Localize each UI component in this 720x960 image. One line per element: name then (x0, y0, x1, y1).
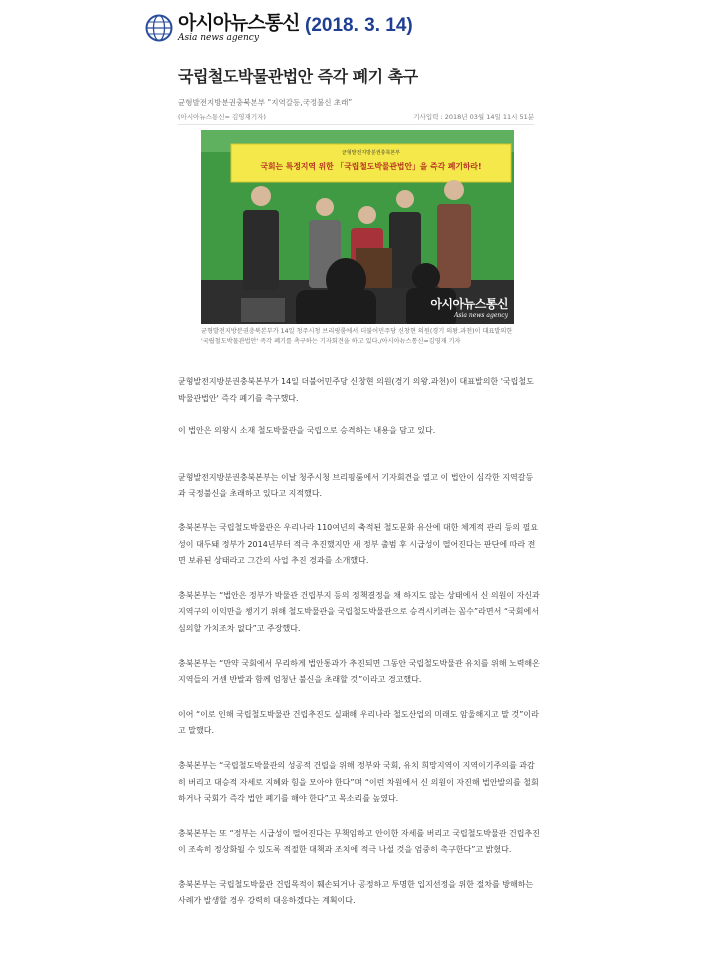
body-paragraph: 충북본부는 국립철도박물관 건립목적이 훼손되거나 공정하고 투명한 입지선정을 위한 절차를 방해하는 사례가 발생할 경우 강력히 대응하겠다는 계획이다. (178, 879, 534, 906)
body-paragraph: 이어 “이로 인해 국립철도박물관 건립추진도 실패해 우리나라 철도산업의 미래도 암울해지고 말 것”이라고 말했다. (178, 709, 539, 736)
banner-title-text: 국회는 특정지역 위한 「국립철도박물관법안」을 즉각 폐기하라! (260, 162, 482, 171)
publish-timestamp: 기사입력 : 2018년 03월 14일 11시 51분 (413, 113, 534, 121)
body-paragraph: 충북본부는 “만약 국회에서 무리하게 법안통과가 추진되면 그동안 국립철도박물관 유치를 위해 노력해온 지역들의 거센 반발과 함께 엄청난 불신을 초래할 것”이라고 경고했다. (178, 658, 540, 685)
photo-watermark (430, 295, 508, 319)
masthead (145, 10, 299, 46)
body-paragraph: 충북본부는 또 “정부는 시급성이 떨어진다는 무책임하고 안이한 자세를 버리고 국립철도박물관 건립추진이 조속히 정상화될 수 있도록 적절한 대책과 조치에 적극 나설 것을 엄중히 촉구한다”고 밝혔다. (178, 828, 540, 855)
brand-name-en: Asia news agency (178, 32, 259, 43)
body-paragraph: 균형발전지방분권충북본부가 14일 더불어민주당 신창현 의원(경기 의왕.과천)이 대표발의한 '국립철도박물관법안' 즉각 폐기를 촉구했다. (178, 377, 534, 403)
body-paragraph: 이 법안은 의왕시 소재 철도박물관을 국립으로 승격하는 내용을 담고 있다. (178, 426, 436, 436)
article-headline: 국립철도박물관법안 즉각 폐기 촉구 (178, 67, 418, 86)
byline-row (178, 112, 534, 125)
photo-caption: 균형발전지방분권충북본부가 14일 청주시청 브리핑룸에서 더불어민주당 신창현 의원(경기 의왕.과천)이 대표발의한 '국립철도박물관법안' 즉각 폐기를 촉구하는 기자회견을 하고 있다./아시아뉴스통신=김영재 기자 (201, 328, 513, 345)
body-paragraph: 충북본부는 “법안은 정부가 박물관 건립부지 등의 정책결정을 채 하지도 않는 상태에서 신 의원이 자신과 지역구의 이익만을 챙기기 위해 철도박물관을 국립철도박물관으로 승격시키려는 꼼수”라면서 “국회에서 심의할 가치조차 없다”고 주장했다. (178, 590, 540, 633)
globe-icon (145, 14, 173, 42)
watermark-brand-ko: 아시아뉴스통신 (430, 297, 508, 311)
watermark-brand-en: Asia news agency (454, 312, 508, 319)
article-body (178, 374, 540, 910)
article-subtitle: 균형발전지방분권충북본부 “지역갈등,국정불신 초래” (178, 98, 353, 107)
body-paragraph: 균형발전지방분권충북본부는 이날 청주시청 브리핑룸에서 기자회견을 열고 이 법안이 심각한 지역갈등과 국정불신을 초래하고 있다고 지적했다. (178, 472, 534, 499)
banner-org-text: 균형발전지방분권충북본부 (342, 150, 400, 156)
article-photo (201, 130, 514, 324)
brand-name-ko: 아시아뉴스통신 (178, 11, 300, 34)
body-paragraph: 충북본부는 국립철도박물관은 우리나라 110여년의 축적된 철도문화 유산에 대한 체계적 관리 등의 필요성이 대두돼 정부가 2014년부터 적극 추진했지만 새 정부 출범 후 시급성이 떨어진다는 판단에 따라 전면 보류된 상태라고 그간의 사업 추진 경과를 소개했다. (178, 522, 539, 566)
body-paragraph: 충북본부는 “국립철도박물관의 성공적 건립을 위해 정부와 국회, 유치 희망지역이 지역이기주의를 과감히 버리고 대승적 자세로 지혜와 힘을 모아야 한다”며 “이런 차원에서 신 의원이 자진해 법안발의를 철회하거나 국회가 즉각 법안 폐기를 해야 한다”고 목소리를 높였다. (178, 760, 539, 804)
date-stamp: (2018. 3. 14) (305, 15, 413, 36)
byline: (아시아뉴스통신= 김영재기자) (178, 113, 266, 121)
brand-logo (178, 11, 300, 43)
